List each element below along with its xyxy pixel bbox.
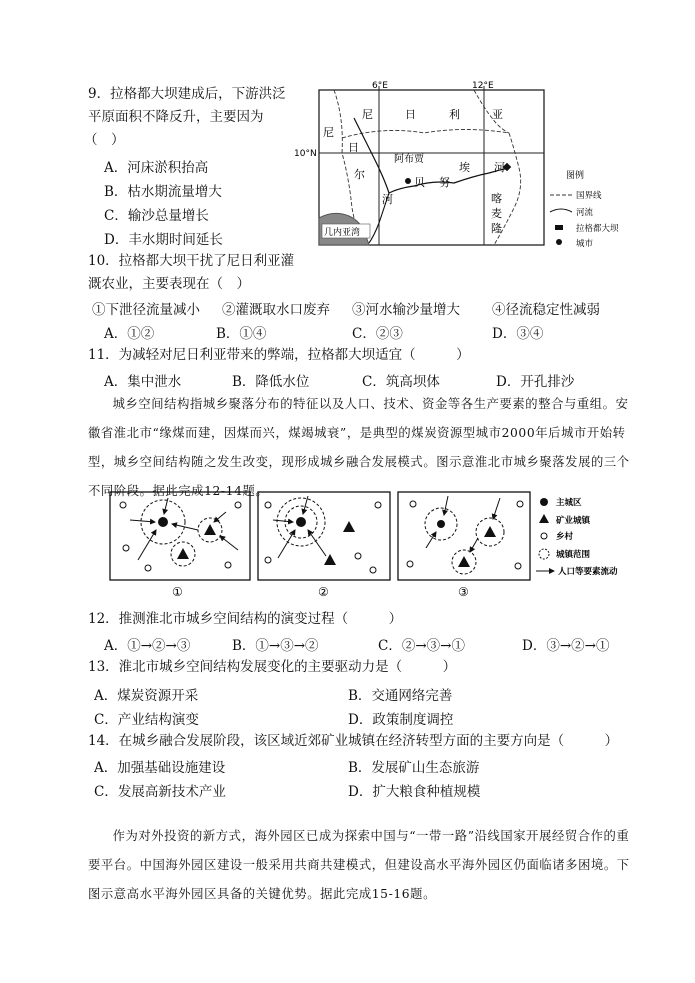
q14-stem: 14．在城乡融合发展阶段，该区域近郊矿业城镇在经济转型方面的主要方向是（ ） [88, 733, 619, 749]
q10-stem-line2: 溉农业，主要表现在（ ） [88, 276, 250, 292]
q12-option-a: A．①→②→③ [104, 638, 191, 654]
stage-1-mining-town-2 [177, 548, 189, 559]
q11-option-d: D．开孔排沙 [496, 374, 575, 390]
map-label-he-right: 河 [494, 161, 505, 174]
abuja-city-dot [405, 178, 411, 184]
q13-option-d: D．政策制度调控 [348, 712, 454, 728]
q11-option-b: B．降低水位 [232, 374, 310, 390]
q10-choice-1: ①下泄径流量减小 [92, 302, 200, 318]
legend-flow: 人口等要素流动 [558, 567, 618, 577]
legend-mining-town: 矿业城镇 [556, 516, 591, 526]
legend-city-range-symbol [539, 549, 549, 559]
legend-city-label: 城市 [576, 239, 594, 249]
stage-1-label: ① [172, 585, 183, 599]
stage-3-main-city [437, 520, 445, 528]
q9-option-b: B．枯水期流量增大 [104, 184, 222, 200]
legend-village-symbol [541, 533, 547, 539]
legend-main-city: 主城区 [556, 498, 582, 508]
q9-blank: （ ） [84, 132, 125, 148]
q9-option-a: A．河床淤积抬高 [104, 160, 209, 176]
legend-mining-town-symbol [539, 514, 549, 523]
stage-1-mining-town [204, 524, 216, 535]
urban-rural-diagram [108, 490, 668, 600]
map-label-long: 隆 [491, 222, 502, 235]
q14-option-b: B．发展矿山生态旅游 [348, 760, 480, 776]
lon-12e-label: 12°E [472, 81, 494, 91]
map-label-ni: 尼 [362, 108, 373, 121]
map-label-abuja: 阿布贾 [394, 154, 424, 165]
map-label-ai: 埃 [459, 161, 470, 174]
q10-stem-line1: 10．拉格都大坝干扰了尼日利亚灌 [88, 253, 295, 269]
stage-2-mining-town [343, 521, 355, 532]
q12-stem: 12．推测淮北市城乡空间结构的演变过程（ ） [88, 611, 403, 627]
q13-option-b: B．交通网络完善 [348, 688, 453, 704]
q10-option-d: D．③④ [492, 326, 544, 342]
legend-dam-label: 拉格都大坝 [576, 224, 619, 234]
legend-main-city-symbol [540, 498, 548, 506]
passage-overseas-parks: 作为对外投资的新方式，海外园区已成为探索中国与“一带一路”沿线国家开展经贸合作的重要平台。中国海外园区建设一般采用共商共建模式，但建设高水平海外园区仍面临诸多困境。下图示意高水平海外园区具备的关键优势。据此完成15-16题。 [88, 829, 630, 901]
q9-stem-line2: 平原面积不降反升，主要因为 [88, 109, 264, 125]
q13-option-c: C．产业结构演变 [94, 712, 199, 728]
passage-urban-rural: 城乡空间结构指城乡聚落分布的特征以及人口、技术、资金等各生产要素的整合与重组。安徽省淮北市“缘煤而建，因煤而兴，煤竭城衰”，是典型的煤炭资源型城市2000年后城市开始转型，城乡空间结构随之发生改变，现形成城乡融合发展模式。图示意淮北市城乡聚落发展的三个不同阶段。据此完成12-14题。 [88, 397, 630, 498]
q10-choice-4: ④径流稳定性减弱 [492, 302, 600, 318]
q14-option-d: D．扩大粮食种植规模 [348, 784, 481, 800]
q10-choice-3: ③河水输沙量增大 [352, 302, 460, 318]
stage-1-main-city [158, 517, 168, 527]
q9-option-d: D．丰水期时间延长 [104, 232, 223, 248]
legend-city-range: 城镇范围 [556, 550, 591, 560]
legend-city-symbol [556, 239, 562, 245]
map-label-ya: 亚 [492, 108, 503, 121]
map-label-ri-left: 日 [348, 141, 359, 154]
stage-3-mining-town-2 [458, 556, 470, 567]
legend-river-label: 河流 [576, 208, 594, 218]
map-label-bei: 贝 [414, 176, 425, 189]
border-west [334, 90, 354, 218]
q11-stem: 11．为减轻对尼日利亚带来的弊端，拉格都大坝适宜（ ） [88, 347, 470, 363]
q9-stem-line1: 9．拉格都大坝建成后，下游洪泛 [88, 86, 286, 102]
legend-border-label: 国界线 [576, 191, 602, 201]
lat-10n-label: 10°N [294, 149, 317, 159]
q13-stem: 13．淮北市城乡空间结构发展变化的主要驱动力是（ ） [88, 659, 457, 675]
map-label-ri: 日 [405, 108, 416, 121]
map-label-li: 利 [449, 108, 460, 121]
map-label-he: 河 [382, 193, 393, 206]
q12-option-d: D．③→②→① [522, 638, 610, 654]
stage-2-label: ② [318, 585, 329, 599]
legend-village: 乡村 [556, 532, 574, 542]
niger-benue-river [354, 118, 509, 193]
legend-dam-symbol [555, 225, 563, 230]
map-label-er: 尔 [354, 168, 365, 181]
q10-option-a: A．①② [104, 326, 155, 342]
q9-option-c: C．输沙总量增长 [104, 208, 209, 224]
q10-option-c: C．②③ [352, 326, 403, 342]
stage-2-panel [258, 492, 390, 580]
map-label-mai: 麦 [491, 207, 502, 220]
nigeria-map [294, 78, 619, 249]
q13-option-a: A．煤炭资源开采 [94, 688, 199, 704]
q10-choice-2: ②灌溉取水口废弃 [222, 302, 330, 318]
stage-2-main-city [296, 517, 306, 527]
map-label-ka: 喀 [491, 192, 502, 205]
q11-option-c: C．筑高坝体 [362, 374, 440, 390]
stage-3-mining-town [484, 526, 496, 537]
stage-3-label: ③ [458, 585, 469, 599]
lon-6e-label: 6°E [372, 81, 388, 91]
q11-option-a: A．集中泄水 [104, 374, 182, 390]
map-label-nu: 努 [439, 176, 450, 189]
map-legend-title: 图例 [566, 171, 585, 181]
map-label-ni-left: 尼 [323, 126, 334, 139]
q12-option-b: B．①→③→② [232, 638, 319, 654]
q14-option-c: C．发展高新技术产业 [94, 784, 226, 800]
gulf-label: 几内亚湾 [324, 228, 361, 238]
q12-option-c: C．②→③→① [378, 638, 465, 654]
q10-option-b: B．①④ [216, 326, 267, 342]
legend-river-symbol [550, 209, 572, 212]
q14-option-a: A．加强基础设施建设 [94, 760, 226, 776]
